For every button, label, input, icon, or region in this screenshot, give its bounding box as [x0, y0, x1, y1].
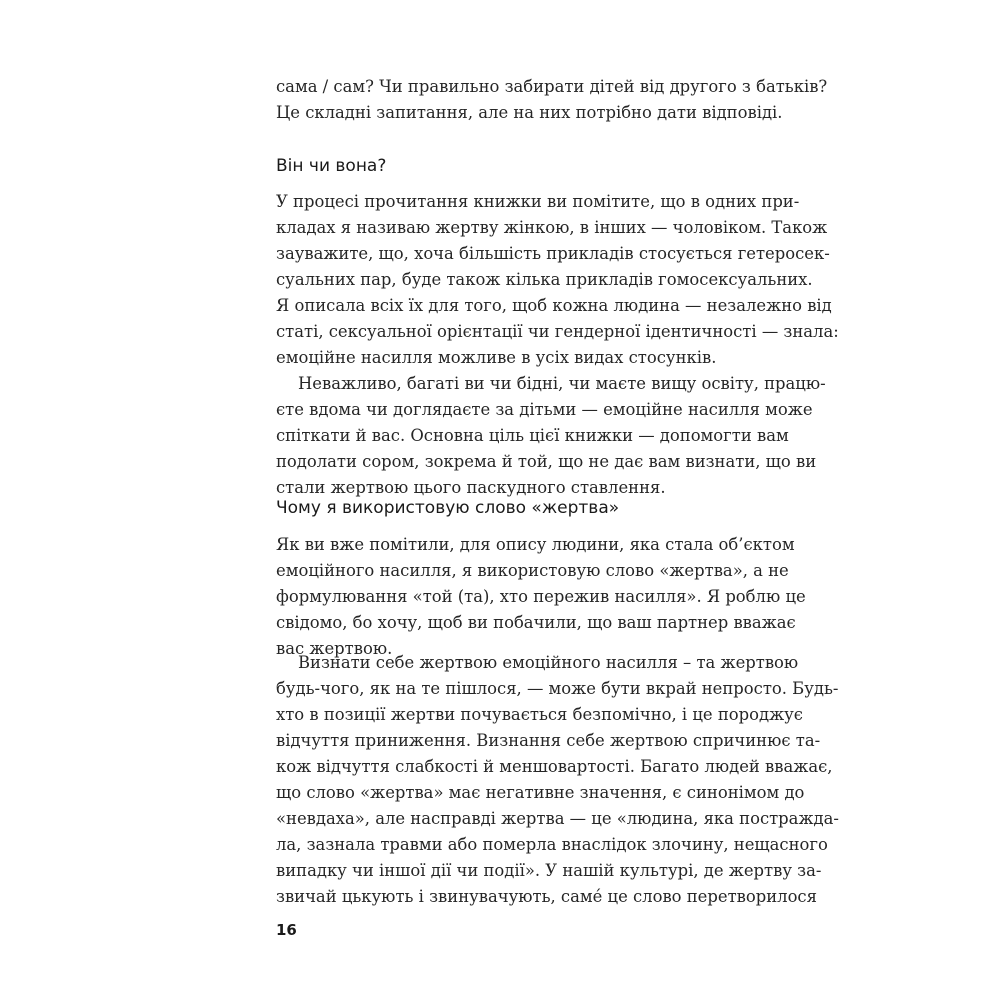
text-line: суальних пар, буде також кілька прикладів гомосексуальних. — [276, 270, 813, 289]
text-line: статі, сексуальної орієнтації чи гендерної ідентичності — знала: — [276, 322, 839, 341]
section-heading: Він чи вона? — [276, 156, 387, 176]
text-line: подолати сором, зокрема й той, що не дає вам визнати, що ви — [276, 452, 817, 471]
text-line: випадку чи іншої дії чи події». У нашій культурі, де жертву за- — [276, 861, 822, 880]
text-line: єте вдома чи доглядаєте за дітьми — емоційне насилля може — [276, 400, 813, 419]
section-heading: Чому я використовую слово «жертва» — [276, 498, 620, 518]
text-line: формулювання «той (та), хто пережив насилля». Я роблю це — [276, 587, 806, 606]
text-line: Визнати себе жертвою емоційного насилля – та жертвою — [298, 653, 799, 672]
text-line: емоційне насилля можливе в усіх видах стосунків. — [276, 348, 717, 367]
paragraph — [276, 532, 806, 662]
intro-text — [276, 74, 828, 126]
text-line: У процесі прочитання книжки ви помітите, що в одних при- — [276, 192, 800, 211]
text-line: зауважите, що, хоча більшість прикладів стосується гетеросек- — [276, 244, 830, 263]
text-line: Це складні запитання, але на них потрібно дати відповіді. — [276, 103, 783, 122]
text-line: стали жертвою цього паскудного ставлення. — [276, 478, 666, 497]
text-line: Як ви вже помітили, для опису людини, яка стала об’єктом — [276, 535, 795, 554]
paragraph — [276, 371, 826, 501]
paragraph — [276, 189, 839, 371]
text-line: сама / сам? Чи правильно забирати дітей від другого з батьків? — [276, 77, 828, 96]
text-line: хто в позиції жертви почувається безпомічно, і це породжує — [276, 705, 803, 724]
text-line: «невдаха», але насправді жертва — це «людина, яка постражда- — [276, 809, 839, 828]
text-line: вас жертвою. — [276, 639, 393, 658]
page-number: 16 — [276, 921, 297, 939]
text-line: відчуття приниження. Визнання себе жертвою спричинює та- — [276, 731, 821, 750]
text-line: емоційного насилля, я використовую слово «жертва», а не — [276, 561, 789, 580]
text-line: ла, зазнала травми або померла внаслідок злочину, нещасного — [276, 835, 828, 854]
text-line: Неважливо, багаті ви чи бідні, чи маєте вищу освіту, працю- — [298, 374, 826, 393]
text-line: що слово «жертва» має негативне значення, є синонімом до — [276, 783, 805, 802]
text-line: спіткати й вас. Основна ціль цієї книжки — допомогти вам — [276, 426, 789, 445]
text-line: будь-чого, як на те пішлося, — може бути вкрай непросто. Будь- — [276, 679, 839, 698]
paragraph — [276, 650, 839, 910]
text-line: кладах я називаю жертву жінкою, в інших — чоловіком. Також — [276, 218, 828, 237]
text-line: Я описала всіх їх для того, щоб кожна людина — незалежно від — [276, 296, 832, 315]
text-line: кож відчуття слабкості й меншовартості. Багато людей вважає, — [276, 757, 833, 776]
text-line: звичай цькують і звинувачують, саме́ це слово перетворилося — [276, 887, 817, 906]
text-line: свідомо, бо хочу, щоб ви побачили, що ваш партнер вважає — [276, 613, 796, 632]
